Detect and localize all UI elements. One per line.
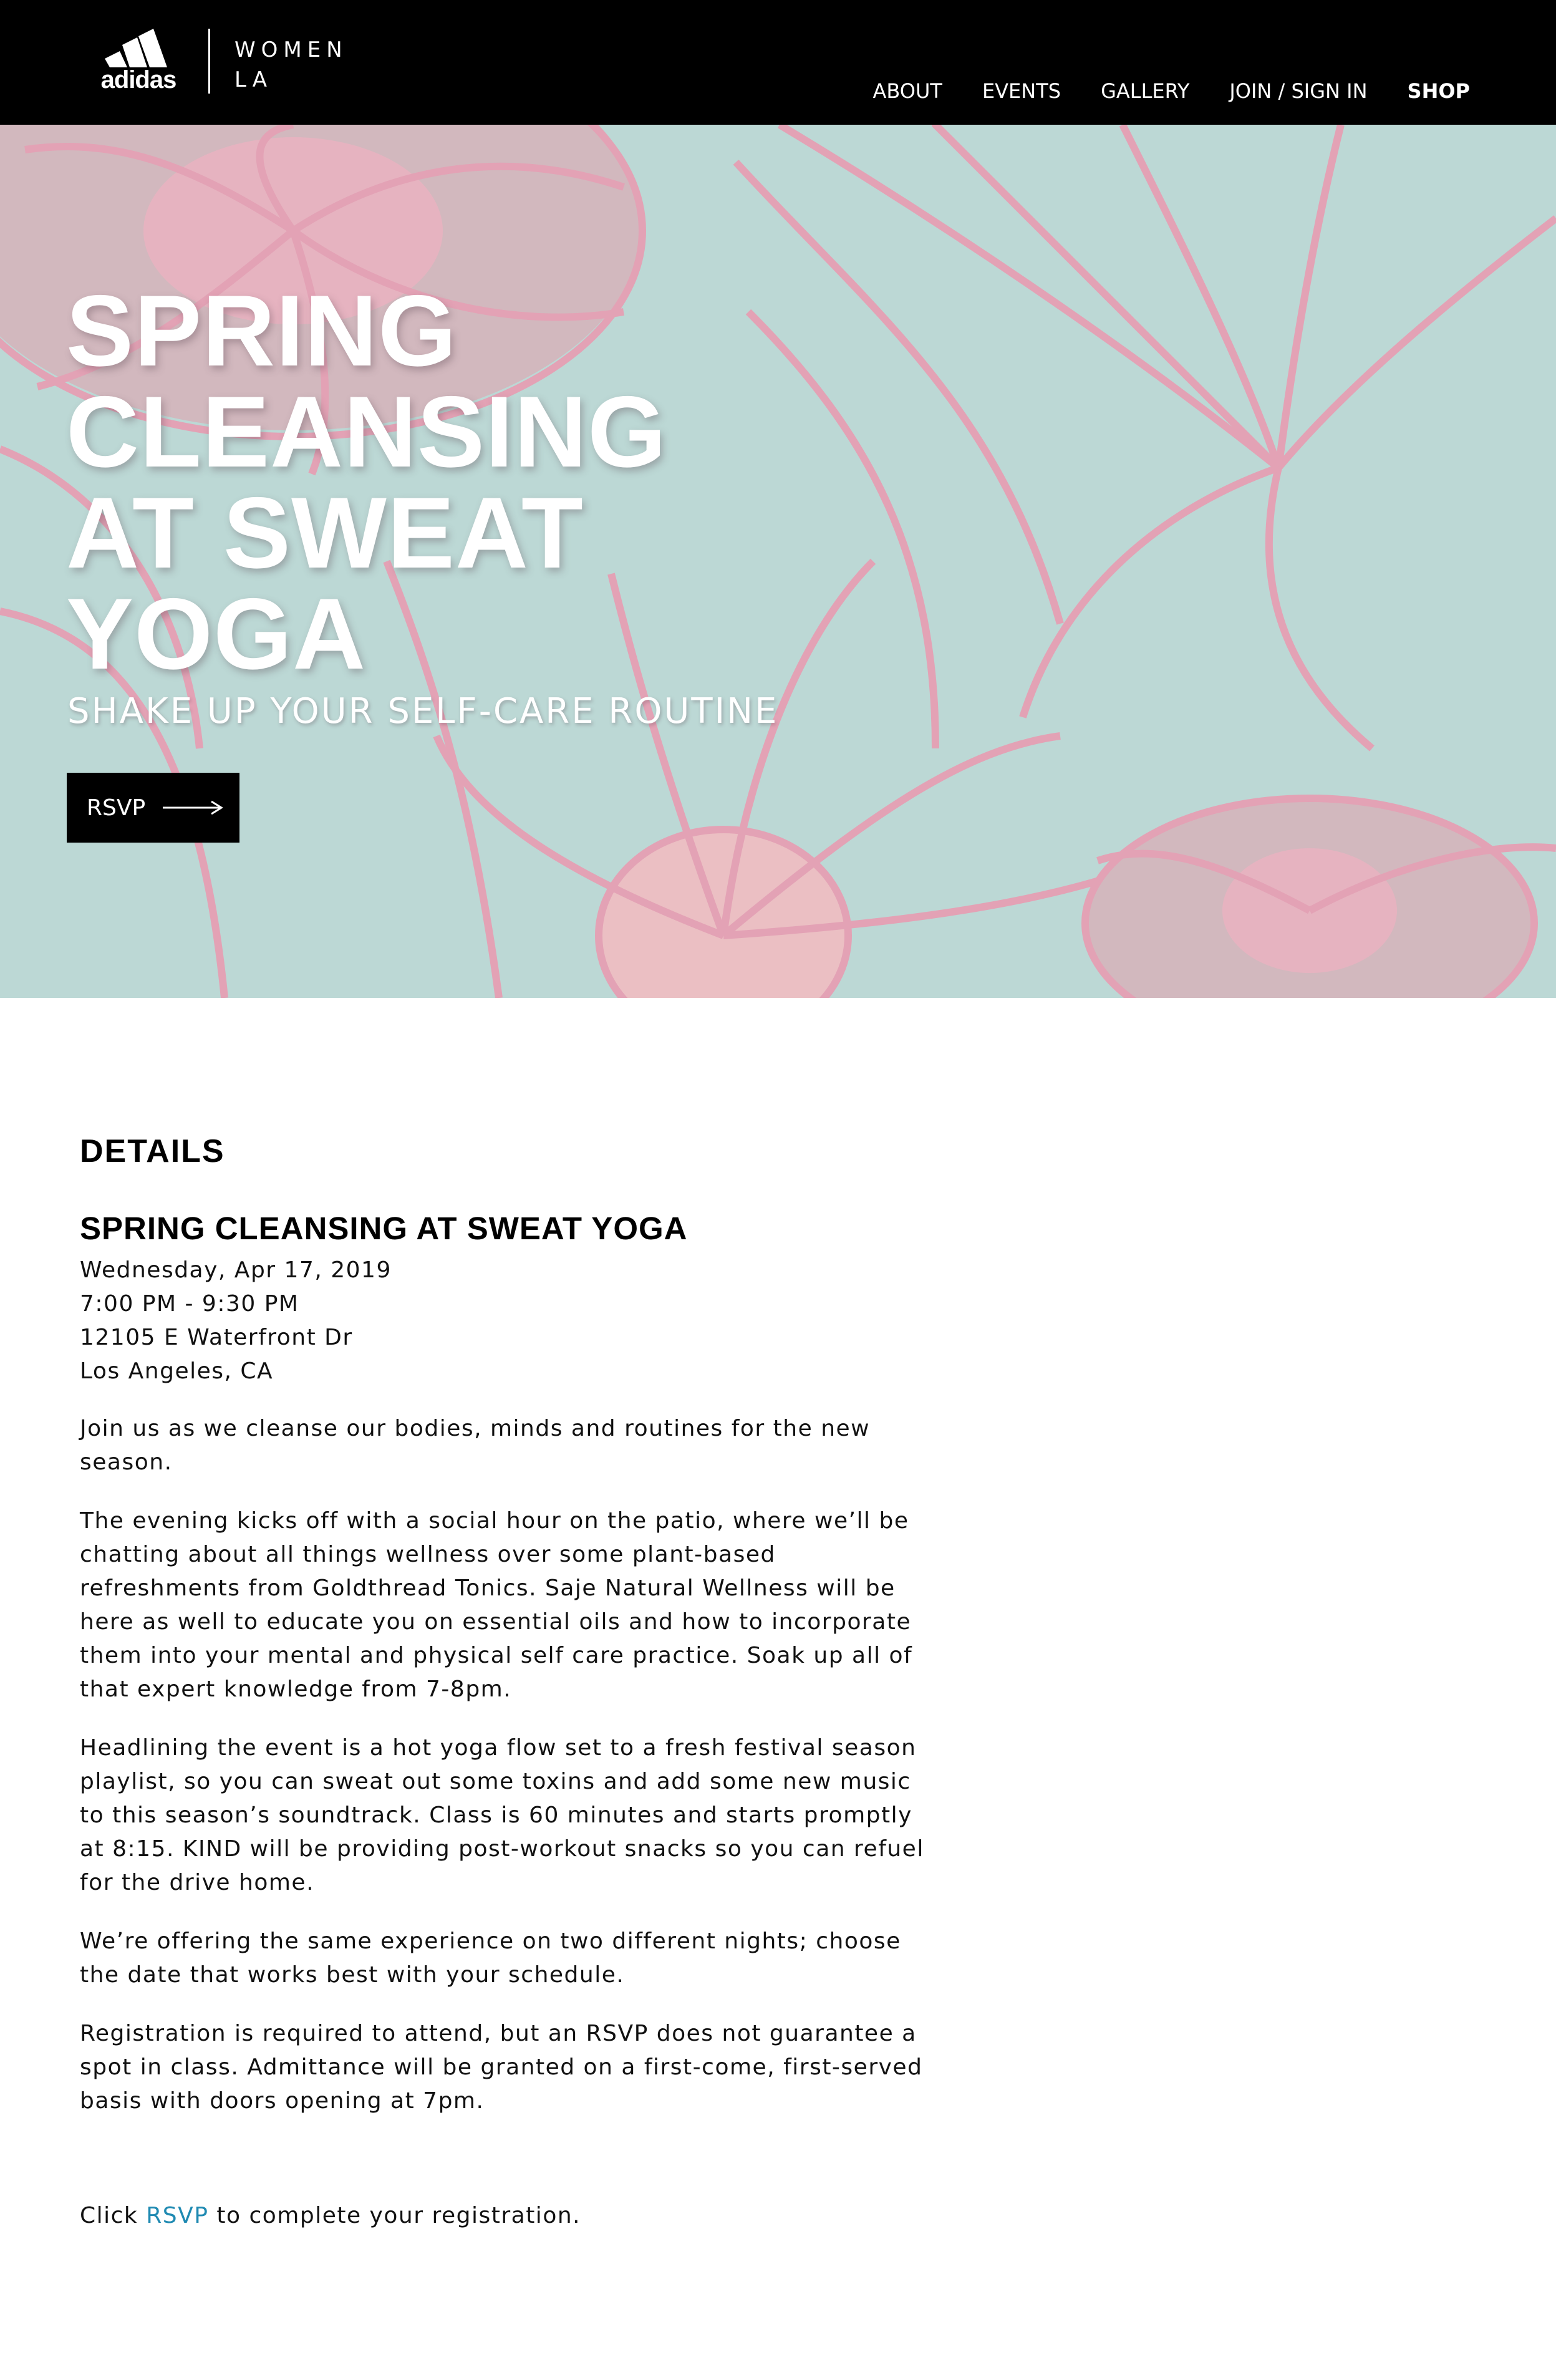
hero-title-line: YOGA [66,578,367,690]
event-address: 12105 E Waterfront Dr [80,1325,353,1350]
hero-title [66,274,939,690]
nav-events[interactable]: EVENTS [982,79,1061,103]
nav-gallery[interactable]: GALLERY [1101,79,1190,103]
hero-title-line: AT SWEAT [66,476,584,589]
brand-sub-line1: WOMEN [234,37,348,62]
nav-join-sign-in[interactable]: JOIN / SIGN IN [1229,79,1368,103]
hero-title-line: SPRING [66,274,458,387]
brand-wordmark: adidas [100,66,176,94]
event-details [80,1129,940,2233]
hero-banner [0,125,1556,998]
adidas-logo[interactable] [91,29,186,94]
description-paragraph: Headlining the event is a hot yoga flow set to a fresh festival season playlist, so you can sweat out some toxins and add some new music to this season’s soundtrack. Class is 60 minutes and starts promptly at 8:15. KIND will be providing post-workout snacks so you can refuel for the drive home. [80,1735,924,1895]
nav-about[interactable]: ABOUT [872,79,942,103]
event-title: SPRING CLEANSING AT SWEAT YOGA [80,1211,688,1246]
hero-subtitle: SHAKE UP YOUR SELF-CARE ROUTINE [67,691,779,732]
description-paragraph: Registration is required to attend, but an RSVP does not guarantee a spot in class. Admittance will be granted on a first-come, first-served basis with doors opening at 7pm. [80,2021,923,2114]
arrow-right-icon [162,800,224,815]
description-paragraph: The evening kicks off with a social hour on the patio, where we’ll be chatting about all things wellness over some plant-based refreshments from Goldthread Tonics. Saje Natural Wellness will be here as well to educate you on essential oils and how to incorporate them into your mental and physical self care practice. Soak up all of that expert knowledge from 7-8pm. [80,1508,913,1702]
details-heading: DETAILS [80,1133,225,1169]
event-date: Wednesday, Apr 17, 2019 [80,1257,392,1283]
event-meta [80,1254,940,1388]
description-paragraph: Join us as we cleanse our bodies, minds and routines for the new season. [80,1416,871,1475]
registration-cta [80,2199,940,2233]
description-paragraph: We’re offering the same experience on two different nights; choose the date that works best with your schedule. [80,1928,901,1988]
brand-sub-line2: LA [234,67,273,92]
cta-suffix: to complete your registration. [208,2203,581,2228]
brand-subtitle [234,35,348,95]
hero-title-line: CLEANSING [66,375,667,488]
site-header [0,0,1556,125]
rsvp-link[interactable]: RSVP [146,2203,209,2228]
main-nav [873,77,1471,105]
cta-prefix: Click [80,2203,147,2228]
event-time: 7:00 PM - 9:30 PM [80,1291,299,1317]
adidas-logo-icon [91,29,186,67]
rsvp-button-label: RSVP [87,795,146,821]
nav-shop[interactable]: SHOP [1407,79,1470,103]
event-city: Los Angeles, CA [80,1358,274,1384]
rsvp-button[interactable] [67,773,239,843]
logo-divider [208,29,210,94]
